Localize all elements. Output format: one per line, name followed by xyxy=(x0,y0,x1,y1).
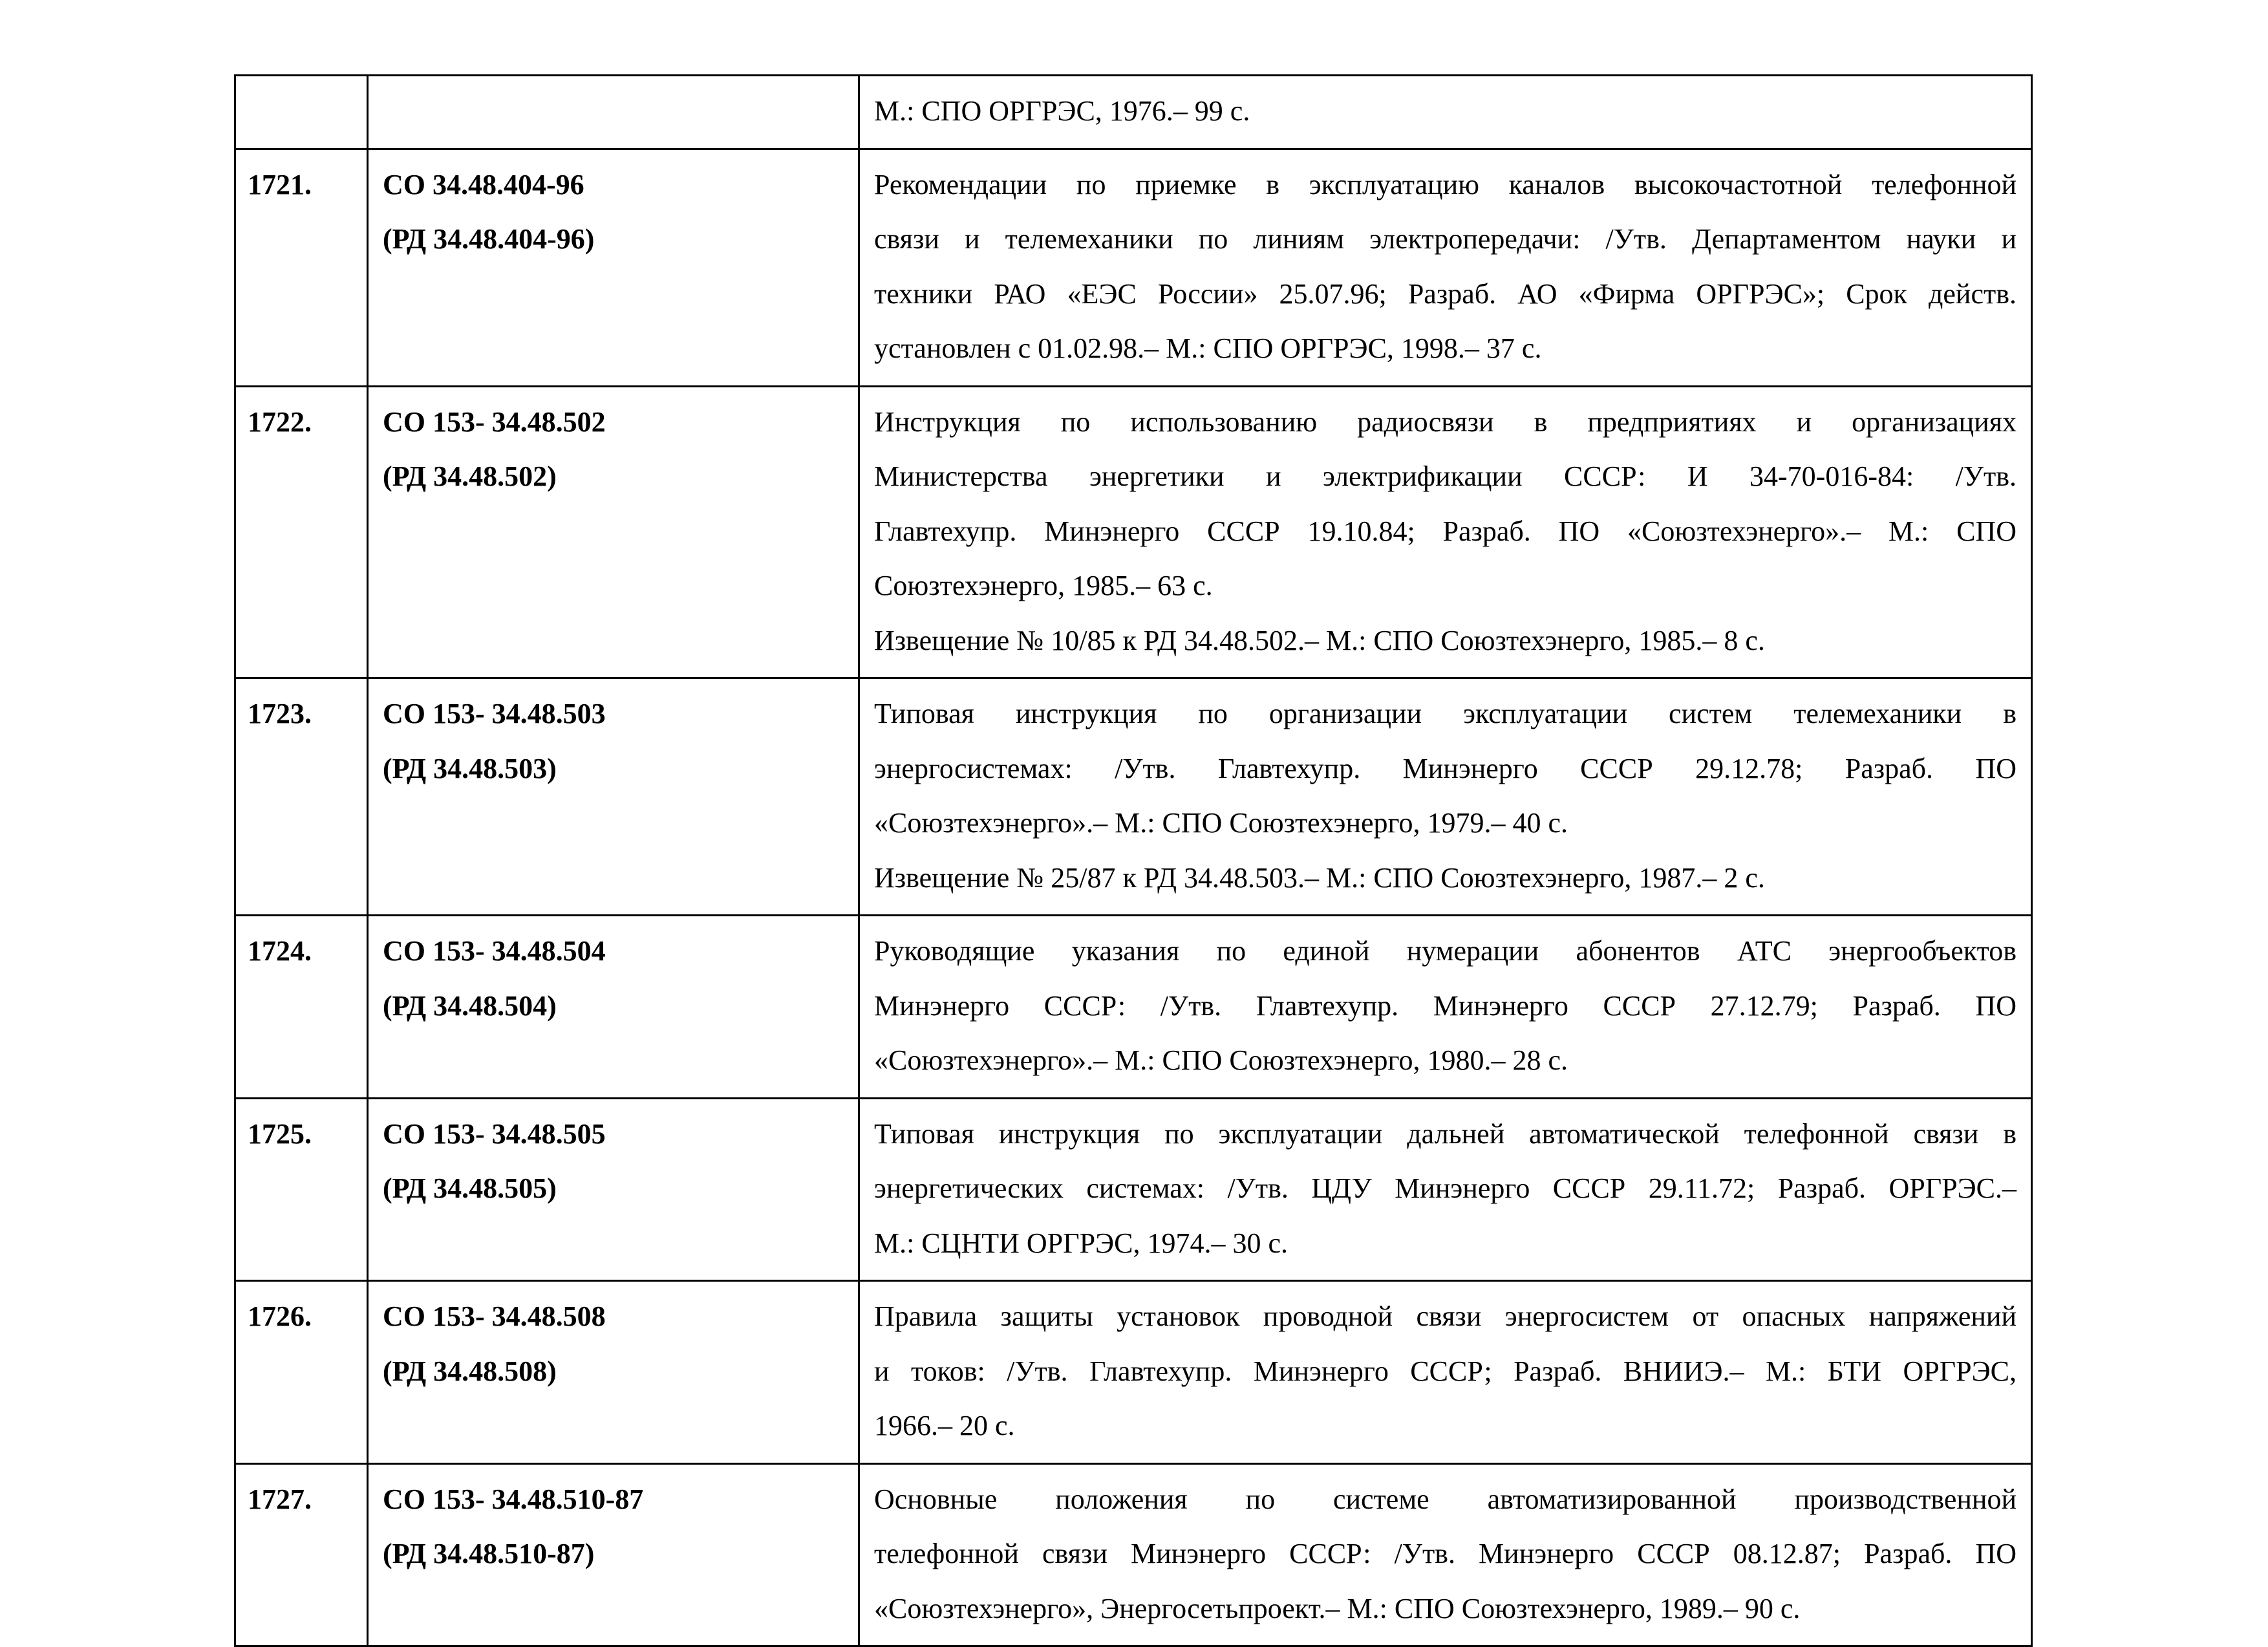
standard-code: СО 153- 34.48.505 xyxy=(383,1117,606,1150)
description-line: Извещение № 25/87 к РД 34.48.503.– М.: СПО Союзтехэнерго, 1987.– 2 с. xyxy=(874,861,1765,894)
standard-code: СО 153- 34.48.508 xyxy=(383,1300,606,1332)
document-code xyxy=(368,678,859,916)
description-line: «Союзтехэнерго».– М.: СПО Союзтехэнерго, 1979.– 40 с. xyxy=(874,807,1568,839)
standard-code: СО 153- 34.48.510-87 xyxy=(383,1483,644,1515)
document-description xyxy=(859,1098,2032,1281)
standard-code: СО 153- 34.48.504 xyxy=(383,935,606,967)
document-code xyxy=(368,1098,859,1281)
description-line: Рекомендации по приемке в эксплуатацию каналов высокочастотной телефонной xyxy=(874,168,2017,200)
document-description xyxy=(859,1281,2032,1464)
table-row xyxy=(235,1281,2032,1464)
description-line: 1966.– 20 с. xyxy=(874,1410,1015,1441)
legacy-code: (РД 34.48.504) xyxy=(383,989,557,1022)
description-line: Основные положения по системе автоматизированной производственной xyxy=(874,1483,2017,1515)
legacy-code: (РД 34.48.510-87) xyxy=(383,1538,595,1569)
document-description xyxy=(859,678,2032,916)
document-code xyxy=(368,386,859,678)
standard-code: СО 34.48.404-96 xyxy=(383,168,584,200)
legacy-code: (РД 34.48.508) xyxy=(383,1355,557,1387)
table-row xyxy=(235,76,2032,149)
description-line: «Союзтехэнерго».– М.: СПО Союзтехэнерго, 1980.– 28 с. xyxy=(874,1044,1568,1076)
document-description xyxy=(859,1463,2032,1646)
description-line: и токов: /Утв. Главтехупр. Минэнерго СССР; Разраб. ВНИИЭ.– М.: БТИ ОРГРЭС, xyxy=(874,1355,2017,1387)
legacy-code: (РД 34.48.404-96) xyxy=(383,223,595,255)
description-line: Руководящие указания по единой нумерации абонентов АТС энергообъектов xyxy=(874,935,2017,967)
description-line: Правила защиты установок проводной связи энергосистем от опасных напряжений xyxy=(874,1300,2017,1332)
legacy-code: (РД 34.48.502) xyxy=(383,460,557,492)
entry-number: 1721. xyxy=(235,149,368,386)
document-description xyxy=(859,149,2032,386)
description-line: Минэнерго СССР: /Утв. Главтехупр. Минэнерго СССР 27.12.79; Разраб. ПО xyxy=(874,989,2017,1022)
description-line: Союзтехэнерго, 1985.– 63 с. xyxy=(874,570,1213,601)
table-row xyxy=(235,149,2032,386)
entry-number xyxy=(235,76,368,149)
document-description xyxy=(859,386,2032,678)
table-row xyxy=(235,1463,2032,1646)
description-line: Главтехупр. Минэнерго СССР 19.10.84; Разраб. ПО «Союзтехэнерго».– М.: СПО xyxy=(874,515,2017,547)
description-line: энергосистемах: /Утв. Главтехупр. Минэнерго СССР 29.12.78; Разраб. ПО xyxy=(874,752,2017,784)
description-line: Типовая инструкция по организации эксплуатации систем телемеханики в xyxy=(874,698,2017,729)
description-line: Извещение № 10/85 к РД 34.48.502.– М.: СПО Союзтехэнерго, 1985.– 8 с. xyxy=(874,624,1765,656)
entry-number: 1723. xyxy=(235,678,368,916)
description-line: телефонной связи Минэнерго СССР: /Утв. Минэнерго СССР 08.12.87; Разраб. ПО xyxy=(874,1538,2017,1569)
description-line: Типовая инструкция по эксплуатации дальней автоматической телефонной связи в xyxy=(874,1117,2017,1150)
standard-code: СО 153- 34.48.502 xyxy=(383,405,606,438)
table-row xyxy=(235,678,2032,916)
description-line: техники РАО «ЕЭС России» 25.07.96; Разраб. АО «Фирма ОРГРЭС»; Срок действ. xyxy=(874,277,2017,310)
document-code xyxy=(368,916,859,1099)
entry-number: 1722. xyxy=(235,386,368,678)
description-line: Инструкция по использованию радиосвязи в предприятиях и организациях xyxy=(874,405,2017,438)
document-code xyxy=(368,149,859,386)
document-description xyxy=(859,76,2032,149)
description-line: установлен с 01.02.98.– М.: СПО ОРГРЭС, 1998.– 37 с. xyxy=(874,332,1542,364)
document-code xyxy=(368,1281,859,1464)
description-line: М.: СПО ОРГРЭС, 1976.– 99 с. xyxy=(874,95,1250,127)
entry-number: 1724. xyxy=(235,916,368,1099)
legacy-code: (РД 34.48.503) xyxy=(383,752,557,784)
standards-table-body xyxy=(235,76,2032,1646)
description-line: «Союзтехэнерго», Энергосетьпроект.– М.: СПО Союзтехэнерго, 1989.– 90 с. xyxy=(874,1592,1801,1624)
table-row xyxy=(235,386,2032,678)
document-description xyxy=(859,916,2032,1099)
document-code xyxy=(368,76,859,149)
entry-number: 1727. xyxy=(235,1463,368,1646)
standard-code: СО 153- 34.48.503 xyxy=(383,698,606,729)
entry-number: 1726. xyxy=(235,1281,368,1464)
table-row xyxy=(235,1098,2032,1281)
table-row xyxy=(235,916,2032,1099)
description-line: энергетических системах: /Утв. ЦДУ Минэнерго СССР 29.11.72; Разраб. ОРГРЭС.– xyxy=(874,1172,2017,1204)
standards-table xyxy=(234,74,2033,1647)
description-line: М.: СЦНТИ ОРГРЭС, 1974.– 30 с. xyxy=(874,1227,1288,1259)
legacy-code: (РД 34.48.505) xyxy=(383,1172,557,1204)
description-line: Министерства энергетики и электрификации СССР: И 34-70-016-84: /Утв. xyxy=(874,460,2017,492)
description-line: связи и телемеханики по линиям электропередачи: /Утв. Департаментом науки и xyxy=(874,223,2017,255)
entry-number: 1725. xyxy=(235,1098,368,1281)
document-code xyxy=(368,1463,859,1646)
